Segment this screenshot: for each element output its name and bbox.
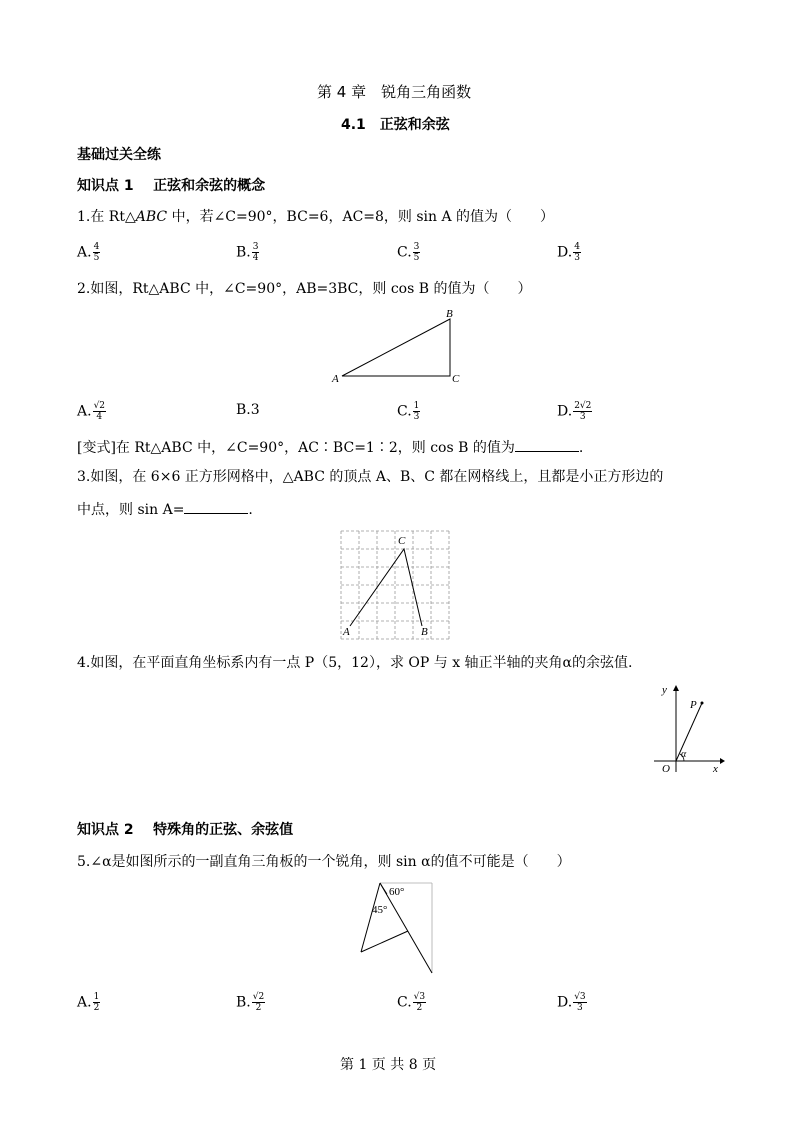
q3-label-b: B [421, 626, 428, 638]
knowledge-point-1 [77, 177, 265, 195]
q3-label-a: A [343, 626, 350, 638]
q4-label-p: P [690, 699, 697, 711]
q2-option-b[interactable]: B.3 [236, 402, 260, 418]
kp2-title: 特殊角的正弦、余弦值 [153, 822, 294, 838]
q4-label-alpha: α [681, 749, 687, 760]
q3-label-c: C [398, 535, 406, 547]
q5-option-c[interactable]: C. $\frac{√3}{2}$ [397, 992, 426, 1013]
q3-text: 中点，则 sin A= [77, 502, 185, 518]
section-title: 4.1 正弦和余弦 [341, 117, 450, 133]
variant-question: [变式]在 Rt△ABC 中，∠C=90°，AC∶BC=1∶2，则 cos B 的值为 . [77, 437, 583, 457]
chapter-title: 第 4 章 锐角三角函数 [317, 83, 472, 101]
q4-coordinate-figure [650, 682, 725, 774]
q1-text: 中，若∠C=90°，BC=6，AC=8，则 sin A 的值为（ ） [167, 209, 555, 225]
q4-label-y: y [662, 684, 667, 696]
kp2-label: 知识点 2 [77, 822, 134, 838]
page-footer: 第 1 页 共 8 页 [340, 1057, 437, 1073]
q3-answer-blank[interactable] [184, 499, 248, 514]
q4-label-x: x [713, 763, 718, 774]
part-title: 基础过关全练 [77, 147, 161, 163]
q5-option-b[interactable]: B. $\frac{√2}{2}$ [236, 992, 265, 1013]
question-4: 4.如图，在平面直角坐标系内有一点 P（5，12），求 OP 与 x 轴正半轴的夹角α的余弦值. [77, 655, 633, 671]
question-2: 2.如图，Rt△ABC 中，∠C=90°，AB=3BC，则 cos B 的值为（ ） [77, 281, 532, 297]
q1-option-b[interactable]: B. $\frac{3}{4}$ [236, 242, 259, 263]
q5-option-d[interactable]: D. $\frac{√3}{3}$ [557, 992, 586, 1013]
q5-label-60: 60° [389, 886, 405, 898]
q5-option-a[interactable]: A. $\frac{1}{2}$ [77, 992, 100, 1013]
variant-text: [变式]在 Rt△ABC 中，∠C=90°，AC∶BC=1∶2，则 cos B 的值为 [77, 440, 515, 456]
knowledge-point-2 [77, 821, 293, 839]
q2-option-d[interactable]: D. $\frac{2√2}{3}$ [557, 401, 592, 422]
kp1-label: 知识点 1 [77, 178, 134, 194]
q2-label-c: C [452, 373, 460, 385]
q4-label-o: O [662, 763, 670, 774]
question-3-line2: 中点，则 sin A= . [77, 499, 253, 519]
q5-set-squares-figure [355, 880, 440, 978]
q3-grid-figure [338, 528, 456, 643]
q2-option-a[interactable]: A. $\frac{√2}{4}$ [77, 401, 106, 422]
question-1 [77, 208, 554, 226]
question-5: 5.∠α是如图所示的一副直角三角板的一个锐角，则 sin α的值不可能是（ ） [77, 854, 571, 870]
q1-prefix: 1.在 Rt△ [77, 209, 136, 225]
q5-label-45: 45° [372, 904, 388, 916]
q1-option-d[interactable]: D. $\frac{4}{3}$ [557, 242, 580, 263]
variant-answer-blank[interactable] [515, 437, 579, 452]
q1-option-a[interactable]: A. $\frac{4}{5}$ [77, 242, 100, 263]
q2-option-c[interactable]: C. $\frac{1}{3}$ [397, 401, 420, 422]
q1-option-c[interactable]: C. $\frac{3}{5}$ [397, 242, 420, 263]
question-3-line1: 3.如图，在 6×6 正方形网格中，△ABC 的顶点 A、B、C 都在网格线上，且都是小正方形边的 [77, 469, 664, 485]
kp1-title: 正弦和余弦的概念 [153, 178, 266, 194]
q2-label-a: A [332, 373, 339, 385]
q2-label-b: B [446, 308, 453, 320]
q1-abc: ABC [135, 209, 168, 225]
q2-triangle-figure [330, 305, 465, 385]
